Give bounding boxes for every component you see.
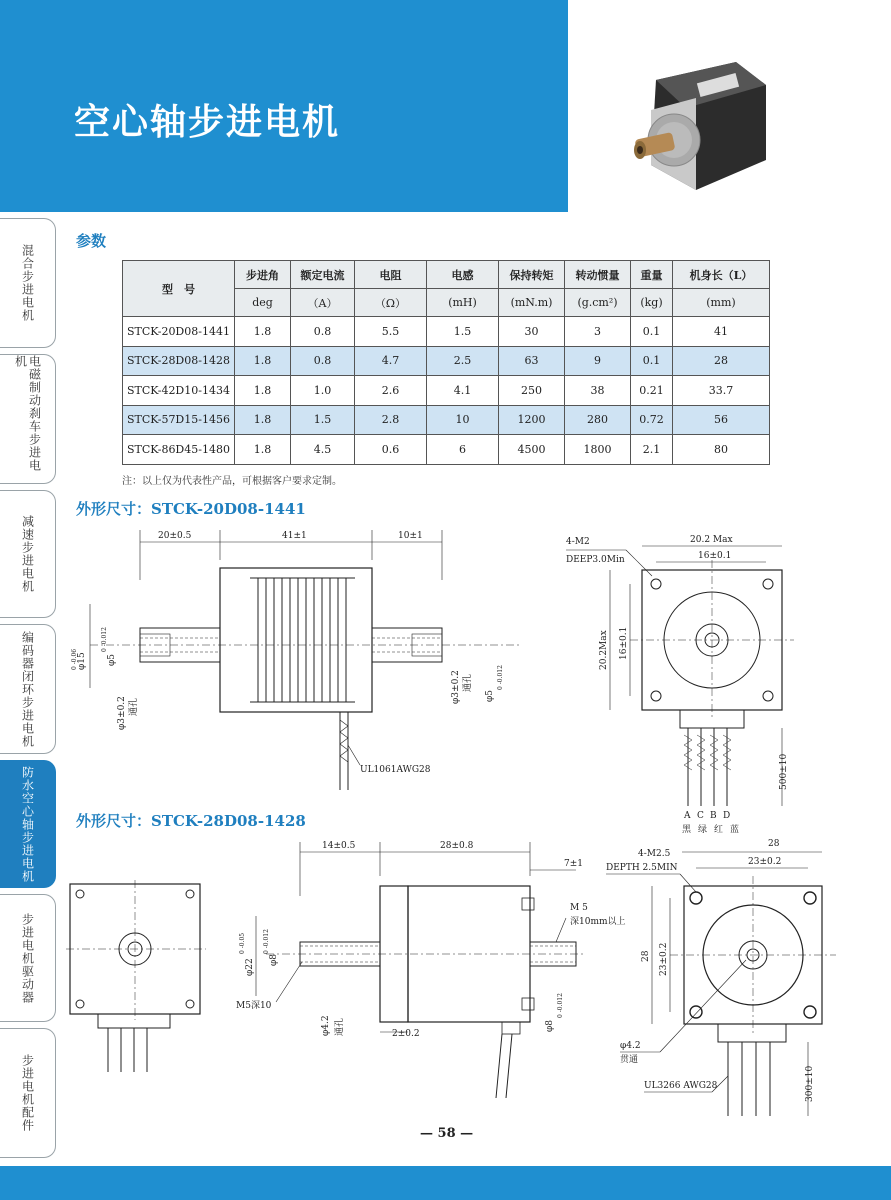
end-bore: φ4.2 — [620, 1041, 641, 1051]
dim-rear-thread: M5深10 — [236, 1001, 272, 1011]
dim-body: 28±0.8 — [440, 841, 474, 851]
cell: 4.7 — [355, 346, 427, 376]
col-weight: 重量 — [631, 261, 673, 289]
dim-hub: φ5 — [107, 653, 117, 666]
dim-hub2-tol: 0 -0.012 — [497, 665, 504, 690]
table-note: 注：以上仅为代表性产品，可根据客户要求定制。 — [122, 476, 342, 487]
dim-body: 41±1 — [282, 531, 307, 541]
wire-color: 蓝 — [730, 825, 740, 835]
tab-driver[interactable]: 步进电机驱动器 — [0, 894, 56, 1022]
cell: STCK-42D10-1434 — [123, 376, 235, 406]
col-length: 机身长（L） — [673, 261, 770, 289]
pin-a: A — [684, 811, 691, 821]
dim-hub-tol: 0 -0.012 — [557, 993, 564, 1018]
end-depth: DEPTH 2.5MIN — [606, 863, 678, 873]
table-row — [123, 346, 770, 376]
cell: 10 — [427, 405, 499, 435]
unit: (mH) — [427, 289, 499, 317]
dim-thread: M 5 — [570, 903, 588, 913]
cell: 2.5 — [427, 346, 499, 376]
cell: 4.1 — [427, 376, 499, 406]
tab-hybrid[interactable]: 混合步进电机 — [0, 218, 56, 348]
wire-color: 黑 — [682, 825, 692, 835]
cell: 2.1 — [631, 435, 673, 465]
col-inertia: 转动惯量 — [565, 261, 631, 289]
cell: 28 — [673, 346, 770, 376]
cell: 0.6 — [355, 435, 427, 465]
page-title: 空心轴步进电机 — [74, 102, 341, 143]
cell: 63 — [499, 346, 565, 376]
table-row — [123, 317, 770, 347]
cell: 38 — [565, 376, 631, 406]
dim-hub-tol: 0 -0.012 — [101, 627, 108, 652]
unit: （Ω） — [355, 289, 427, 317]
dim-shaft-tol: 0 -0.06 — [71, 648, 78, 670]
dim-flange-tol: 0 -0.012 — [263, 929, 270, 954]
footer-band — [0, 1166, 891, 1200]
cell: 1800 — [565, 435, 631, 465]
col-resistance: 电阻 — [355, 261, 427, 289]
cell: 56 — [673, 405, 770, 435]
dim-step: 2±0.2 — [392, 1029, 420, 1039]
dim-shaft-od: φ22 — [245, 958, 255, 976]
drawing2-front-view — [66, 880, 212, 1080]
wire-color: 绿 — [698, 825, 708, 835]
cell: STCK-20D08-1441 — [123, 317, 235, 347]
cell: 1200 — [499, 405, 565, 435]
drawing2-side-view — [226, 836, 626, 1106]
motor-photo — [626, 40, 776, 200]
cell: 9 — [565, 346, 631, 376]
cell: STCK-57D15-1456 — [123, 405, 235, 435]
tab-accessories[interactable]: 步进电机配件 — [0, 1028, 56, 1158]
end-vpitch: 23±0.2 — [659, 942, 669, 976]
col-torque: 保持转矩 — [499, 261, 565, 289]
cell: 4.5 — [291, 435, 355, 465]
cell: 4500 — [499, 435, 565, 465]
pin-b: B — [710, 811, 717, 821]
cell: 6 — [427, 435, 499, 465]
dim-front: 20±0.5 — [158, 531, 192, 541]
cell: 1.0 — [291, 376, 355, 406]
dim-rear: 7±1 — [564, 859, 583, 869]
cell: 0.1 — [631, 317, 673, 347]
end-width: 28 — [768, 839, 780, 849]
pin-d: D — [723, 811, 731, 821]
dim-front: 14±0.5 — [322, 841, 356, 851]
end-height: 20.2Max — [599, 630, 609, 670]
end-pitch: 23±0.2 — [748, 857, 782, 867]
end-lead: 300±10 — [805, 1065, 815, 1102]
cell: 0.1 — [631, 346, 673, 376]
cell: 0.21 — [631, 376, 673, 406]
cell: 1.8 — [235, 346, 291, 376]
cell: 5.5 — [355, 317, 427, 347]
end-holes: 4-M2.5 — [638, 849, 671, 859]
dim-hole: φ3±0.2 — [117, 696, 127, 730]
end-depth: DEEP3.0Min — [566, 555, 625, 565]
col-current: 额定电流 — [291, 261, 355, 289]
cell: 250 — [499, 376, 565, 406]
dim-thread-depth: 深10mm以上 — [570, 917, 626, 927]
cell: 1.5 — [291, 405, 355, 435]
end-vpitch: 16±0.1 — [619, 626, 629, 660]
cell: 33.7 — [673, 376, 770, 406]
drawing1-end-view — [560, 520, 810, 840]
dim-bore: φ4.2 — [321, 1015, 331, 1036]
dim-flange: φ8 — [269, 953, 279, 966]
cell: 80 — [673, 435, 770, 465]
unit: deg — [235, 289, 291, 317]
col-inductance: 电感 — [427, 261, 499, 289]
dim-shaft-tol: 0 -0.05 — [239, 932, 246, 954]
end-holes: 4-M2 — [566, 537, 590, 547]
dim-hole2: φ3±0.2 — [451, 670, 461, 704]
unit: (mN.m) — [499, 289, 565, 317]
end-height: 28 — [641, 950, 651, 962]
cell: 0.8 — [291, 317, 355, 347]
drawing1-heading: 外形尺寸：STCK-20D08-1441 — [76, 500, 306, 518]
table-row — [123, 435, 770, 465]
unit: (mm) — [673, 289, 770, 317]
cell: 2.6 — [355, 376, 427, 406]
cell: 280 — [565, 405, 631, 435]
cell: 1.8 — [235, 405, 291, 435]
dim-hub2: φ5 — [485, 689, 495, 702]
cell: STCK-86D45-1480 — [123, 435, 235, 465]
col-model: 型 号 — [123, 261, 235, 317]
unit: (kg) — [631, 289, 673, 317]
table-row — [123, 405, 770, 435]
tab-hollow-shaft[interactable]: 防水空心轴步进电机 — [0, 760, 56, 888]
end-wire: UL3266 AWG28 — [644, 1081, 718, 1091]
drawing2-end-view — [600, 836, 840, 1126]
params-heading: 参数 — [76, 232, 107, 250]
dim-shaft-od: φ15 — [77, 652, 87, 670]
dim-hole-label: 通孔 — [129, 697, 139, 716]
cell: 41 — [673, 317, 770, 347]
dim-bore-label: 通孔 — [335, 1017, 345, 1036]
cell: 1.5 — [427, 317, 499, 347]
dim-rear: 10±1 — [398, 531, 423, 541]
cell: STCK-28D08-1428 — [123, 346, 235, 376]
wire-label: UL1061AWG28 — [360, 765, 431, 775]
tab-gear[interactable]: 减速步进电机 — [0, 490, 56, 618]
cell: 0.72 — [631, 405, 673, 435]
table-row — [123, 376, 770, 406]
end-width: 20.2 Max — [690, 535, 733, 545]
spec-table — [122, 260, 770, 465]
tab-encoder[interactable]: 编码器闭环步进电机 — [0, 624, 56, 754]
end-bore-label: 贯通 — [620, 1055, 639, 1065]
drawing1-side-view — [70, 520, 540, 810]
cell: 1.8 — [235, 317, 291, 347]
tab-brake[interactable]: 电磁制动刹车步进电机 — [0, 354, 56, 484]
end-pitch: 16±0.1 — [698, 551, 732, 561]
end-lead: 500±10 — [779, 753, 789, 790]
cell: 1.8 — [235, 435, 291, 465]
page-number: — 58 — — [420, 1126, 474, 1141]
cell: 1.8 — [235, 376, 291, 406]
cell: 2.8 — [355, 405, 427, 435]
cell: 3 — [565, 317, 631, 347]
dim-hole2-label: 通孔 — [463, 673, 473, 692]
wire-color: 红 — [714, 825, 724, 835]
dim-hub: φ8 — [545, 1019, 555, 1032]
drawing2-heading: 外形尺寸：STCK-28D08-1428 — [76, 812, 306, 830]
cell: 30 — [499, 317, 565, 347]
unit: （A） — [291, 289, 355, 317]
pin-c: C — [697, 811, 704, 821]
col-step-angle: 步进角 — [235, 261, 291, 289]
unit: (g.cm²) — [565, 289, 631, 317]
cell: 0.8 — [291, 346, 355, 376]
